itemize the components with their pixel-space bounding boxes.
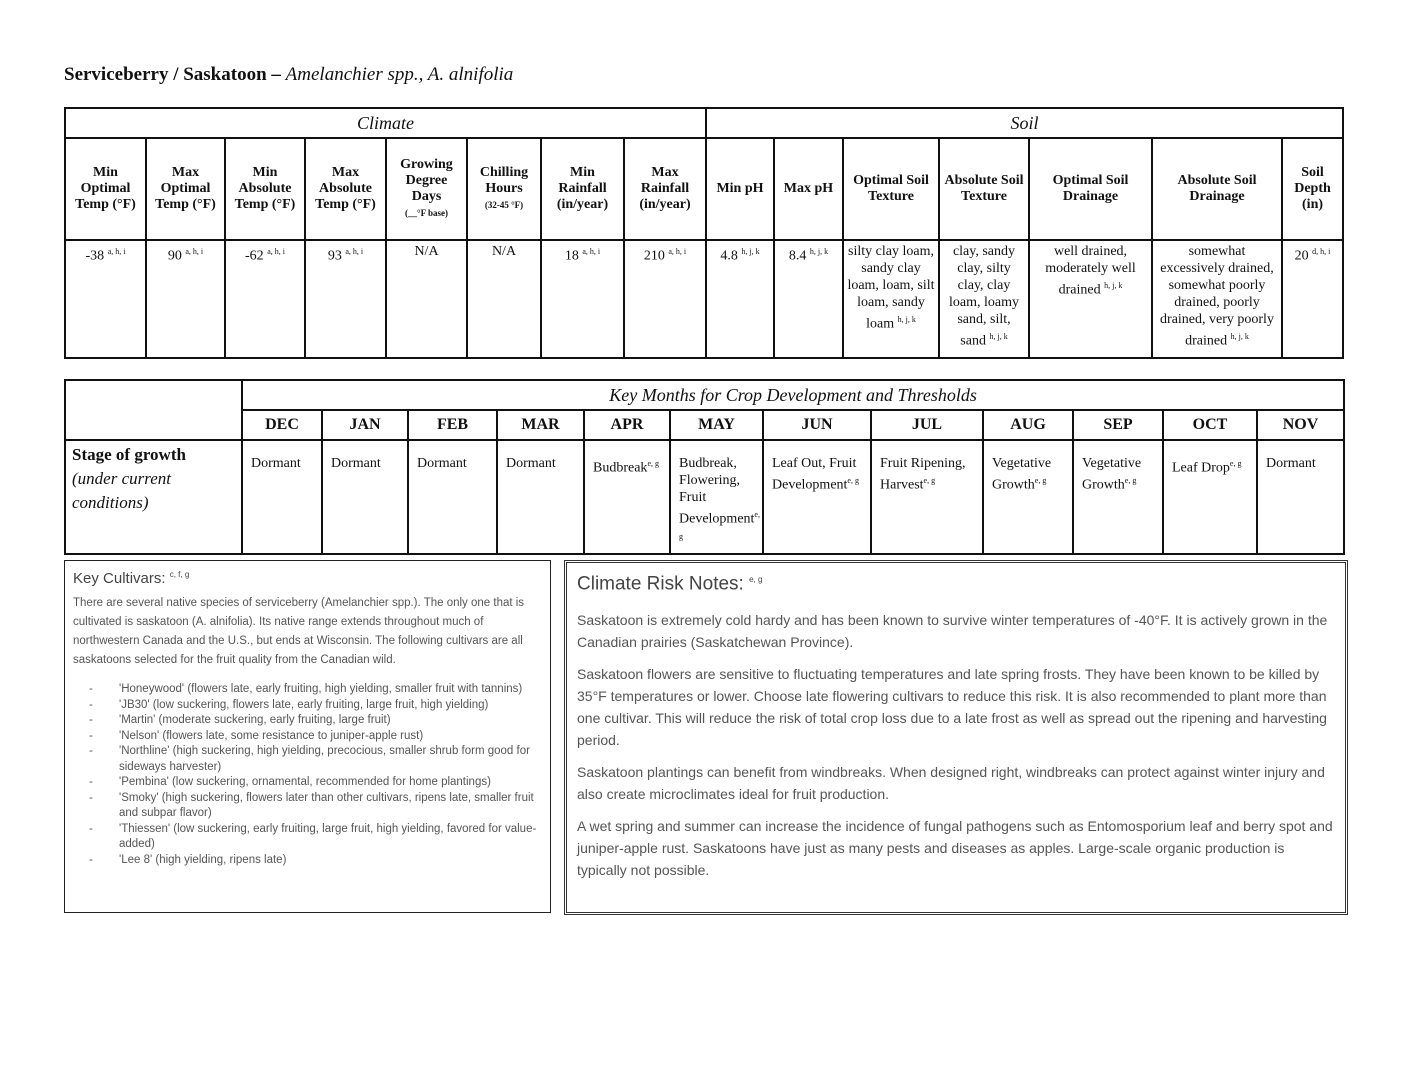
value-text: 93 (327, 248, 342, 264)
column-header-label: Optimal Soil Drainage (1052, 173, 1129, 204)
value-cell (843, 240, 939, 358)
month-header: JUN (763, 410, 871, 440)
column-header-note: (__°F base) (404, 208, 448, 218)
column-header (225, 138, 305, 240)
cultivar-item (89, 775, 542, 791)
value-text: 20 (1294, 248, 1309, 264)
stage-text: Dormant (417, 456, 467, 471)
stage-text: Fruit Ripening, Harvest (880, 456, 966, 493)
month-header: APR (584, 410, 670, 440)
risk-paragraph: Saskatoon flowers are sensitive to fluctuating temperatures and late spring frosts. They have been known to be killed by 35°F temperatures or lower. Choose late flowering cultivars to reduce this risk. It is also recommended to plant more than one cultivar. This will reduce the risk of total crop loss due to a late frost as well as spread out the ripening and harvesting period. (577, 666, 1327, 749)
dash-bullet-icon: - (89, 776, 93, 788)
reference-superscript: h, j, k (741, 247, 760, 256)
column-header (1282, 138, 1343, 240)
reference-superscript: a, h, i (345, 247, 364, 256)
reference-superscript: e, g (1124, 476, 1137, 485)
stage-text: Dormant (251, 456, 301, 471)
value-text: 210 (643, 248, 665, 264)
reference-superscript: h, j, k (1104, 281, 1123, 290)
stage-text: Budbreak (593, 460, 648, 476)
dash-bullet-icon: - (89, 714, 93, 726)
cultivar-item (89, 713, 542, 729)
value-text: 8.4 (788, 248, 807, 264)
column-header-label: Absolute Soil Texture (944, 173, 1024, 204)
soil-group-header: Soil (706, 108, 1343, 138)
month-header: JUL (871, 410, 983, 440)
cultivars-intro: There are several native species of serviceberry (Amelanchier spp.). The only one that is cultivated is saskatoon (A. alnifolia). Its native range extends throughout much of northwestern Canada and the U.S., but ends at Wisconsin. The following cultivars are all saskatoons selected for the fruit quality from the Canadian wild. (73, 597, 525, 666)
cultivar-text: 'Pembina' (low suckering, ornamental, recommended for home plantings) (119, 776, 491, 788)
cultivar-item (89, 822, 542, 853)
column-header (624, 138, 706, 240)
cultivar-text: 'Honeywood' (flowers late, early fruiting, high yielding, smaller fruit with tannins) (119, 683, 523, 695)
value-cell (467, 240, 541, 358)
cultivar-item (89, 698, 542, 714)
cultivar-item (89, 744, 542, 775)
reference-superscript: a, h, i (582, 247, 601, 256)
column-header-label: Chilling Hours (479, 165, 529, 196)
column-header (843, 138, 939, 240)
cultivar-text: 'Martin' (moderate suckering, early fruiting, large fruit) (119, 714, 391, 726)
column-header (774, 138, 843, 240)
column-header-note: (32-45 °F) (484, 200, 524, 210)
key-months-table (64, 379, 1345, 555)
reference-superscript: e, g (1229, 459, 1242, 468)
dash-bullet-icon: - (89, 745, 93, 757)
scientific-name: Amelanchier spp., A. alnifolia (285, 64, 514, 85)
value-text: 90 (167, 248, 182, 264)
cultivar-text: 'Nelson' (flowers late, some resistance to juniper-apple rust) (119, 729, 424, 742)
month-header: OCT (1163, 410, 1257, 440)
month-header: MAR (497, 410, 584, 440)
value-cell (146, 240, 225, 358)
stage-text: Leaf Drop (1172, 460, 1230, 476)
dash-bullet-icon: - (89, 729, 93, 742)
value-cell (65, 240, 146, 358)
cultivar-item (89, 791, 542, 822)
column-header-label: Min Rainfall (in/year) (556, 165, 609, 212)
column-header-label: Max Absolute Temp (°F) (315, 165, 376, 212)
risk-paragraph: Saskatoon plantings can benefit from windbreaks. When designed right, windbreaks can protect against winter injury and also create microclimates ideal for fruit production. (577, 764, 1325, 803)
climate-risk-notes-box (564, 560, 1348, 915)
stage-text: Vegetative Growth (1082, 456, 1142, 493)
stage-label: Stage of growth (72, 445, 186, 464)
month-header: JAN (322, 410, 408, 440)
cultivar-text: 'Northline' (high suckering, high yielding, precocious, smaller shrub form good for sideways harvester) (119, 745, 530, 773)
value-cell (541, 240, 624, 358)
dash-bullet-icon: - (89, 853, 93, 866)
risk-heading-refs: e, g (749, 575, 763, 584)
reference-superscript: a, h, i (668, 247, 687, 256)
dash-bullet-icon: - (89, 791, 93, 804)
stage-cell (497, 440, 584, 554)
reference-superscript: e, g (679, 510, 760, 541)
value-cell (1152, 240, 1282, 358)
column-header (939, 138, 1029, 240)
column-header (386, 138, 467, 240)
value-text: silty clay loam, sandy clay loam, loam, silt loam, sandy loam (847, 244, 935, 332)
value-cell (1029, 240, 1152, 358)
reference-superscript: h, j, k (1230, 332, 1249, 341)
stage-text: Leaf Out, Fruit Development (772, 456, 857, 493)
value-text: somewhat excessively drained, somewhat poorly drained, poorly drained, very poorly drained (1160, 244, 1274, 349)
cultivars-heading-text: Key Cultivars: (73, 570, 166, 587)
reference-superscript: h, j, k (989, 332, 1008, 341)
reference-superscript: a, h, i (185, 247, 204, 256)
cultivar-text: 'JB30' (low suckering, flowers late, early fruiting, large fruit, high yielding) (119, 698, 489, 711)
reference-superscript: h, j, k (809, 247, 829, 256)
month-header: DEC (242, 410, 322, 440)
value-text: -62 (245, 248, 264, 264)
reference-superscript: h, j, k (897, 315, 916, 324)
value-text: -38 (85, 248, 105, 264)
stage-row-label (65, 440, 242, 554)
column-header (1152, 138, 1282, 240)
column-header (706, 138, 774, 240)
climate-group-header: Climate (65, 108, 706, 138)
column-header-label: Min Absolute Temp (°F) (234, 165, 296, 212)
value-text: N/A (491, 244, 517, 259)
month-header: NOV (1257, 410, 1344, 440)
value-cell (305, 240, 386, 358)
column-header-label: Min Optimal Temp (°F) (75, 165, 136, 212)
stage-text: Dormant (1266, 456, 1316, 471)
risk-heading (577, 569, 1335, 595)
column-header-label: Max Optimal Temp (°F) (155, 165, 216, 212)
page-title (64, 64, 513, 86)
cultivar-text: 'Smoky' (high suckering, flowers later than other cultivars, ripens late, smaller fruit and subpar flavor) (119, 791, 534, 819)
risk-paragraph: A wet spring and summer can increase the incidence of fungal pathogens such as Entomosporium leaf and berry spot and juniper-apple rust. Saskatoons have just as many pests and diseases as apples. Large-scale organic production is typically not possible. (577, 818, 1333, 879)
value-text: 4.8 (720, 248, 738, 264)
value-text: well drained, moderately well drained (1045, 244, 1136, 298)
value-cell (706, 240, 774, 358)
column-header-label: Max Rainfall (in/year) (639, 165, 691, 212)
dash-bullet-icon: - (89, 698, 93, 711)
cultivar-list (65, 682, 550, 868)
cultivar-item (89, 729, 542, 745)
value-cell (225, 240, 305, 358)
risk-paragraph: Saskatoon is extremely cold hardy and has been known to survive winter temperatures of -40°F. It is actively grown in the Canadian prairies (Saskatchewan Province). (577, 612, 1328, 651)
value-cell (939, 240, 1029, 358)
climate-soil-table (64, 107, 1344, 359)
reference-superscript: e, g (1034, 476, 1047, 485)
month-header: FEB (408, 410, 497, 440)
value-cell (1282, 240, 1343, 358)
stage-sublabel: (under current conditions) (72, 469, 171, 512)
month-header: SEP (1073, 410, 1163, 440)
column-header (305, 138, 386, 240)
stage-text: Vegetative Growth (992, 456, 1052, 493)
value-text: N/A (414, 244, 439, 259)
cultivar-text: 'Thiessen' (low suckering, early fruiting, large fruit, high yielding, favored for value-added) (119, 822, 537, 850)
stage-cell (1257, 440, 1344, 554)
reference-superscript: e, g (923, 476, 936, 485)
cultivars-heading (73, 565, 542, 588)
column-header-label: Growing Degree Days (400, 157, 453, 204)
stage-text: Dormant (506, 456, 556, 471)
stage-cell (584, 440, 670, 554)
key-months-title: Key Months for Crop Development and Thresholds (242, 380, 1344, 410)
empty-corner-cell (65, 380, 242, 440)
reference-superscript: e, g (847, 476, 859, 485)
stage-cell (242, 440, 322, 554)
stage-text: Budbreak, Flowering, Fruit Development (679, 456, 755, 527)
stage-cell (1163, 440, 1257, 554)
stage-cell (983, 440, 1073, 554)
stage-cell (1073, 440, 1163, 554)
stage-cell (408, 440, 497, 554)
column-header-label: Absolute Soil Drainage (1177, 173, 1257, 204)
column-header (146, 138, 225, 240)
value-text: clay, sandy clay, silty clay, clay loam, loamy sand, silt, sand (949, 244, 1019, 349)
column-header (467, 138, 541, 240)
column-header (1029, 138, 1152, 240)
cultivar-item (89, 853, 542, 869)
stage-text: Dormant (331, 456, 381, 471)
stage-cell (670, 440, 763, 554)
stage-cell (763, 440, 871, 554)
cultivars-heading-refs: c, f, g (169, 570, 190, 579)
column-header-label: Min pH (716, 181, 764, 196)
reference-superscript: e, g (647, 459, 659, 468)
column-header-label: Max pH (783, 181, 834, 196)
dash-bullet-icon: - (89, 822, 93, 835)
column-header (541, 138, 624, 240)
common-name: Serviceberry / Saskatoon – (64, 64, 286, 85)
column-header-label: Soil Depth (in) (1294, 165, 1331, 212)
reference-superscript: a, h, i (107, 247, 126, 256)
month-header: AUG (983, 410, 1073, 440)
value-cell (774, 240, 843, 358)
dash-bullet-icon: - (89, 683, 93, 695)
stage-cell (871, 440, 983, 554)
column-header (65, 138, 146, 240)
risk-heading-text: Climate Risk Notes: (577, 573, 744, 595)
reference-superscript: a, h, i (267, 247, 285, 256)
value-cell (624, 240, 706, 358)
cultivar-text: 'Lee 8' (high yielding, ripens late) (119, 853, 287, 866)
column-header-label: Optimal Soil Texture (853, 173, 929, 204)
month-header: MAY (670, 410, 763, 440)
value-text: 18 (564, 248, 579, 264)
value-cell (386, 240, 467, 358)
stage-cell (322, 440, 408, 554)
reference-superscript: d, h, i (1312, 247, 1331, 256)
key-cultivars-box (64, 560, 551, 913)
cultivar-item (89, 682, 542, 698)
